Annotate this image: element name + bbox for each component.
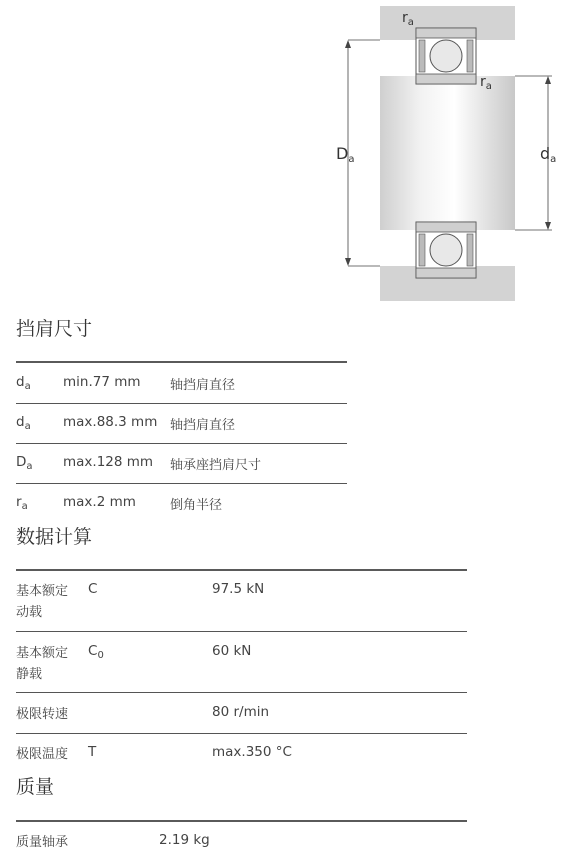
calc-value: 80 r/min (212, 704, 270, 720)
row-divider (16, 631, 467, 632)
calc-section-title: 数据计算 (16, 526, 93, 548)
mass-section-title: 质量 (16, 776, 55, 798)
abutment-symbol: $d_a$ (16, 374, 31, 392)
row-divider (16, 733, 467, 734)
abutment-desc: 轴承座挡肩尺寸 (170, 458, 262, 473)
row-divider (16, 692, 467, 693)
calc-value: 97.5 kN (212, 581, 265, 597)
abutment-value: max.128 mm (63, 454, 154, 470)
abutment-value: min.77 mm (63, 374, 141, 390)
abutment-desc: 倒角半径 (170, 498, 223, 513)
calc-label: 极限转速 (16, 707, 69, 722)
abutment-value: max.2 mm (63, 494, 136, 510)
abutment-symbol: $r_a$ (16, 494, 28, 512)
bearing-abutment-diagram (330, 0, 568, 305)
abutment-desc: 轴挡肩直径 (170, 418, 236, 433)
diagram-label-ra-top: $r_a$ (402, 10, 414, 28)
calc-label: 基本额定 静载 (16, 646, 69, 682)
abutment-symbol: $D_a$ (16, 454, 33, 472)
calc-value: max.350 °C (212, 744, 292, 760)
row-divider (16, 483, 347, 484)
diagram-label-Da: $D_a$ (336, 144, 355, 165)
bearing-cross-section-drawing (330, 0, 568, 305)
calc-symbol: $C_0$ (88, 643, 104, 661)
calc-symbol: C (88, 581, 98, 597)
mass-table-top-rule (16, 820, 467, 822)
abutment-table-top-rule (16, 361, 347, 363)
calc-value: 60 kN (212, 643, 252, 659)
diagram-label-ra-right: $r_a$ (480, 74, 492, 92)
calc-label: 极限温度 (16, 747, 69, 762)
calc-symbol: T (88, 744, 97, 760)
calc-table-top-rule (16, 569, 467, 571)
mass-value: 2.19 kg (159, 832, 210, 848)
abutment-desc: 轴挡肩直径 (170, 378, 236, 393)
abutment-section-title: 挡肩尺寸 (16, 318, 93, 340)
calc-label: 基本额定 动载 (16, 584, 69, 620)
abutment-symbol: $d_a$ (16, 414, 31, 432)
mass-label: 质量轴承 (16, 835, 69, 850)
row-divider (16, 403, 347, 404)
abutment-value: max.88.3 mm (63, 414, 158, 430)
diagram-label-da: $d_a$ (540, 144, 557, 165)
row-divider (16, 443, 347, 444)
